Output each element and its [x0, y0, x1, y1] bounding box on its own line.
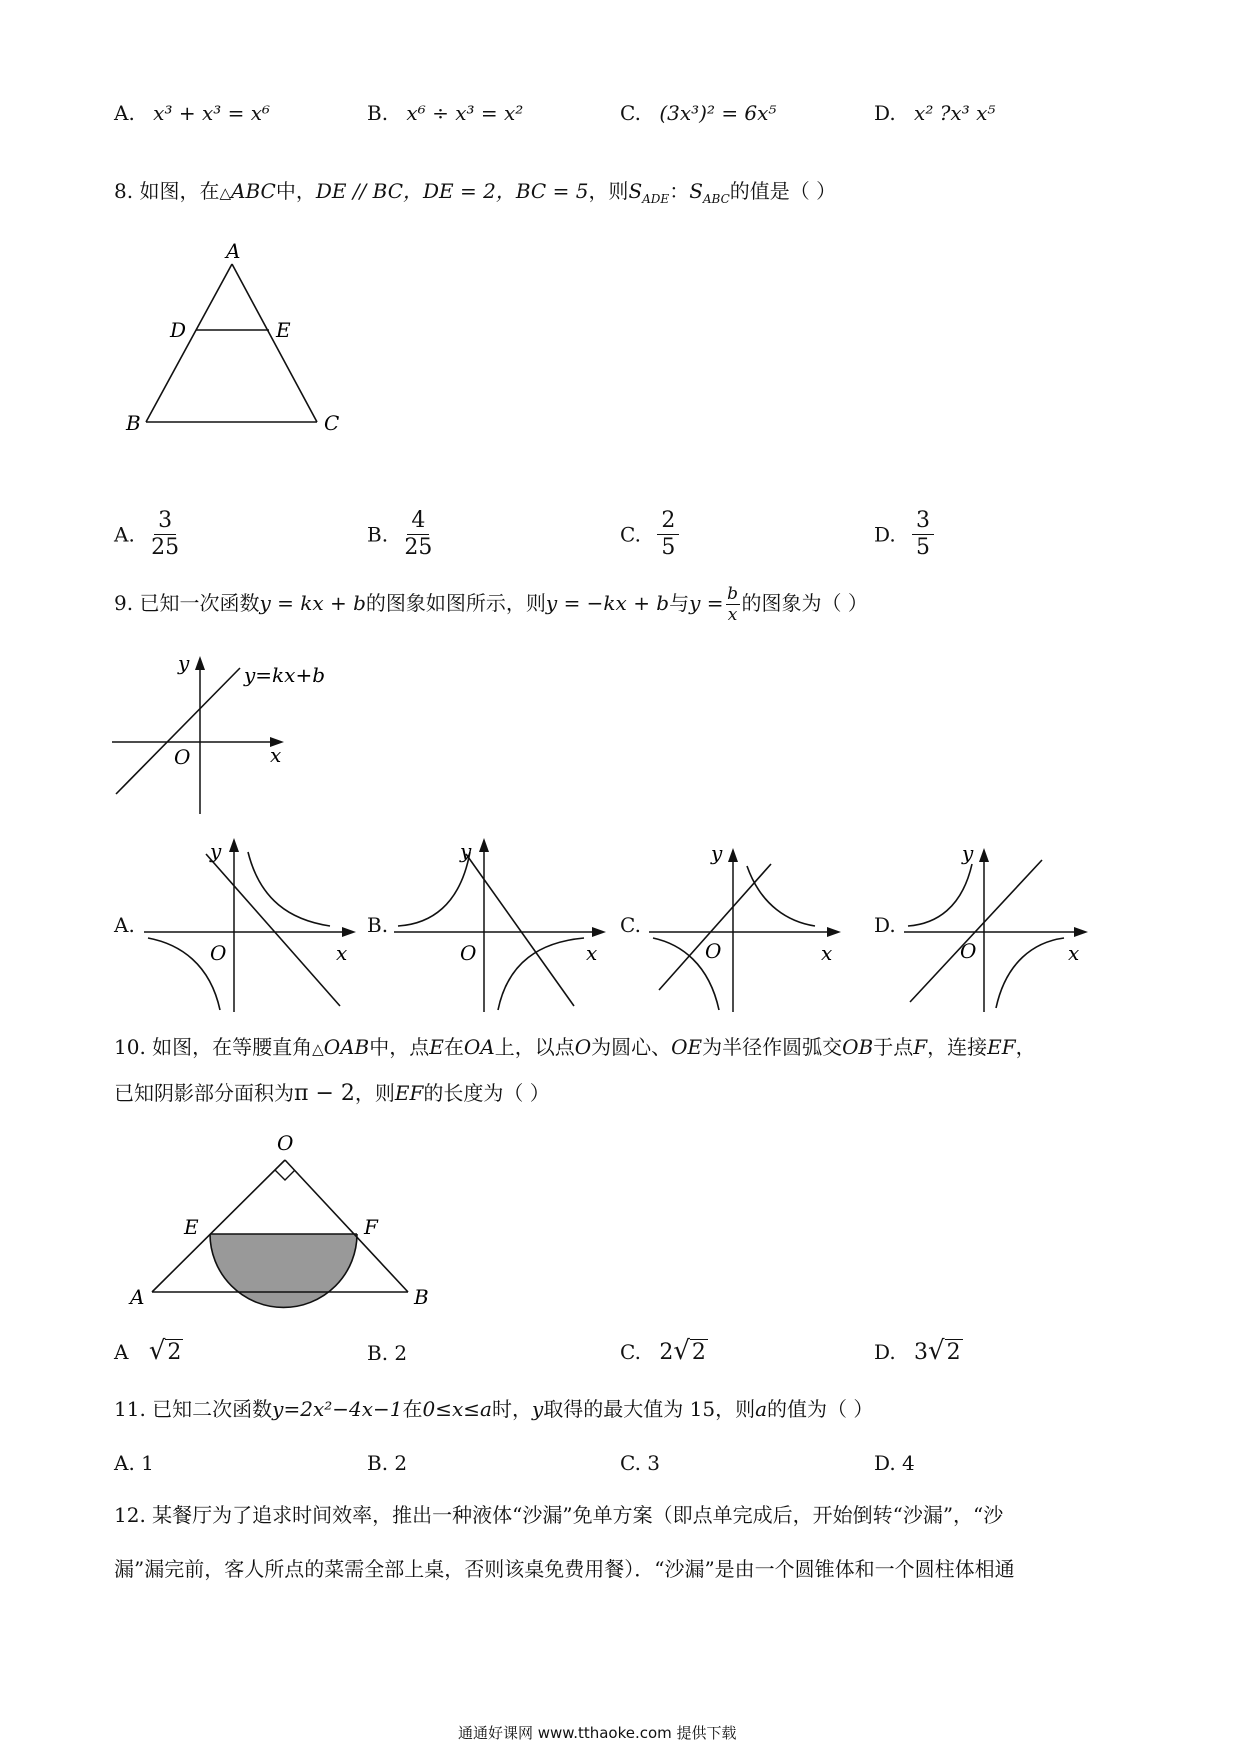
stem-text: 已知阴影部分面积为 [114, 1081, 294, 1105]
stem-text: 上，以点 [494, 1035, 575, 1059]
area-symbol: S [689, 179, 703, 203]
axis-label-y: y [962, 841, 974, 865]
stem-math: 0≤x≤a [422, 1397, 492, 1421]
stem-math: DE // BC，DE = 2，BC = 5 [315, 179, 589, 203]
stem-text: 如图，在 [139, 179, 220, 203]
stem-text: ： [669, 179, 690, 203]
arrow-icon [979, 848, 989, 862]
stem-text: 取得的最大值为 15，则 [543, 1397, 756, 1421]
arrow-icon [1074, 927, 1088, 937]
option-expr: x³ + x³ = x⁶ [153, 101, 271, 125]
q11-option-b: B. 2 [367, 1451, 408, 1475]
point-label-b: B [126, 411, 141, 435]
side-ab [146, 264, 232, 422]
stem-math: E [429, 1035, 444, 1059]
hyperbola-branch [996, 938, 1064, 1008]
numerator: b [727, 584, 738, 604]
stem-text: 的值是（ ） [729, 179, 837, 203]
origin-label: O [174, 745, 191, 769]
q9-option-c-label: C. [620, 913, 641, 937]
point-label-a: A [226, 240, 241, 263]
origin-label: O [210, 941, 227, 965]
q8-stem [114, 176, 836, 214]
option-label: A [114, 1340, 129, 1364]
stem-math: OB [842, 1035, 874, 1059]
option-expr: x⁶ ÷ x³ = x² [406, 101, 524, 125]
axis-label-x: x [1068, 941, 1080, 965]
radicand: 2 [167, 1340, 182, 1365]
axis-label-x: x [586, 941, 598, 965]
stem-text: 的值为（ ） [767, 1397, 874, 1421]
right-angle-mark [275, 1170, 295, 1180]
q9-option-a-label: A. [114, 913, 135, 937]
axis-label-y: y [711, 841, 723, 865]
radicand: 2 [946, 1340, 961, 1365]
point-label-e: E [184, 1215, 199, 1239]
axis-label-x: x [821, 941, 833, 965]
stem-text: 中， [275, 179, 316, 203]
fraction [726, 584, 740, 625]
line-kx-b [116, 668, 240, 794]
option-expr: (3x³)² = 6x⁵ [659, 101, 777, 125]
stem-math: OA [463, 1035, 495, 1059]
q10-stem-line2 [114, 1078, 550, 1109]
q7-option-a [114, 98, 270, 128]
option-label: A. [114, 101, 135, 125]
stem-text: 在 [402, 1397, 423, 1421]
stem-math: OAB [323, 1035, 370, 1059]
line-label: y=kx+b [244, 663, 326, 687]
q10-option-a [114, 1336, 183, 1368]
option-label: D. [874, 101, 896, 125]
hyperbola-branch [398, 852, 470, 926]
q11-option-d: D. 4 [874, 1451, 915, 1475]
stem-text: 为半径作圆弧交 [702, 1035, 843, 1059]
q9-linear-graph [108, 648, 358, 818]
line-graph [910, 860, 1042, 1002]
side-ac [232, 264, 317, 422]
arrow-icon [195, 656, 205, 670]
stem-math: F [913, 1035, 928, 1059]
point-label-c: C [324, 411, 340, 435]
stem-text: 在 [443, 1035, 464, 1059]
numerator: 4 [411, 508, 426, 533]
arrow-icon [342, 927, 356, 937]
stem-math: y = [689, 591, 724, 615]
stem-text: ，连接 [927, 1035, 988, 1059]
q8-triangle-figure [120, 240, 360, 440]
axis-label-y: y [460, 839, 472, 863]
q11-option-c: C. 3 [620, 1451, 661, 1475]
radical [673, 1336, 708, 1368]
q9-option-b-graph [390, 830, 610, 1015]
q9-option-d-label: D. [874, 913, 896, 937]
q9-option-d-graph [900, 830, 1100, 1015]
option-label: B. [367, 522, 389, 547]
arrow-icon [479, 838, 489, 852]
stem-text: 已知一次函数 [139, 591, 260, 615]
q10-option-c [620, 1336, 708, 1368]
arrow-icon [229, 838, 239, 852]
point-label-b: B [414, 1285, 429, 1309]
axis-label-y: y [178, 651, 190, 675]
question-number: 8. [114, 179, 134, 203]
area-subscript: ABC [702, 192, 730, 206]
triangle-symbol: △ [312, 1040, 324, 1058]
q10-option-b: B. 2 [367, 1341, 408, 1365]
radicand: 2 [691, 1340, 706, 1365]
q8-option-b [367, 508, 432, 561]
numerator: 2 [661, 508, 676, 533]
option-label: A. [114, 522, 135, 547]
stem-math: O [574, 1035, 592, 1059]
point-label-a: A [130, 1285, 145, 1309]
axis-label-y: y [210, 839, 222, 863]
option-label: C. [620, 101, 641, 125]
fraction [912, 508, 934, 561]
q11-option-a: A. 1 [114, 1451, 154, 1475]
stem-math: y [531, 1397, 544, 1421]
denominator: 25 [151, 535, 180, 560]
option-label: C. [620, 522, 641, 547]
page-footer: 通通好课网 www.tthaoke.com 提供下载 [458, 1724, 737, 1742]
point-label-d: D [170, 318, 187, 342]
stem-math: y = kx + b [259, 591, 366, 615]
axis-label-x: x [336, 941, 348, 965]
sqrt-icon: √ [928, 1336, 945, 1366]
shaded-region [210, 1234, 357, 1307]
line-graph [466, 854, 574, 1006]
stem-math: OE [671, 1035, 703, 1059]
stem-math: EF [987, 1035, 1016, 1059]
q12-stem-line2: 漏”漏完前，客人所点的菜需全部上桌，否则该桌免费用餐）．“沙漏”是由一个圆锥体和一个圆柱体相通 [114, 1557, 1015, 1581]
q9-option-c-graph [645, 830, 865, 1015]
sqrt-icon: √ [148, 1336, 166, 1366]
area-symbol: S [628, 179, 643, 203]
area-subscript: ADE [642, 192, 670, 206]
fraction [404, 508, 432, 561]
q8-option-a [114, 508, 179, 561]
point-label-e: E [276, 318, 291, 342]
coefficient: 2 [659, 1340, 674, 1365]
stem-math: π − 2 [294, 1081, 355, 1106]
point-label-o: O [277, 1131, 294, 1155]
stem-text: 11. 已知二次函数 [114, 1397, 273, 1421]
line-graph [206, 854, 340, 1006]
denominator: 5 [916, 535, 931, 560]
coefficient: 3 [914, 1340, 929, 1365]
q9-stem [114, 584, 868, 625]
option-label: D. [874, 522, 896, 547]
option-label: B. [367, 101, 389, 125]
numerator: 3 [158, 508, 173, 533]
stem-text: 10. 如图，在等腰直角 [114, 1035, 313, 1059]
denominator: 25 [404, 535, 433, 560]
fraction [151, 508, 179, 561]
hyperbola-branch [908, 864, 972, 926]
stem-text: ，则 [354, 1081, 395, 1105]
stem-math: a [755, 1397, 768, 1421]
numerator: 3 [916, 508, 931, 533]
q8-option-d [874, 508, 934, 561]
q8-option-c [620, 508, 679, 561]
sqrt-icon: √ [673, 1336, 690, 1366]
axis-label-x: x [270, 743, 282, 767]
origin-label: O [960, 939, 977, 963]
stem-text: 与 [669, 591, 690, 615]
stem-text: 于点 [873, 1035, 914, 1059]
q10-isosceles-figure [122, 1130, 442, 1310]
radical [149, 1336, 184, 1368]
q9-option-a-graph [140, 830, 360, 1015]
q9-option-b-label: B. [367, 913, 389, 937]
stem-math: ABC [231, 179, 276, 203]
stem-text: 的长度为（ ） [423, 1081, 550, 1105]
denominator: x [727, 605, 738, 625]
arrow-icon [827, 927, 841, 937]
stem-math: y=2x²−4x−1 [272, 1397, 403, 1421]
hyperbola-branch [747, 866, 815, 926]
q11-stem [114, 1394, 873, 1424]
arrow-icon [728, 848, 738, 862]
denominator: 5 [661, 535, 676, 560]
stem-text: 为圆心、 [591, 1035, 672, 1059]
stem-text: ， [1015, 1035, 1036, 1059]
arrow-icon [592, 927, 606, 937]
origin-label: O [460, 941, 477, 965]
q7-option-b [367, 98, 523, 128]
option-label: D. [874, 1340, 896, 1364]
question-number: 9. [114, 591, 134, 615]
option-expr: x² ?x³ x⁵ [914, 101, 996, 125]
stem-text: 中，点 [369, 1035, 430, 1059]
hyperbola-branch [498, 938, 584, 1010]
q12-stem-line1: 12. 某餐厅为了追求时间效率，推出一种液体“沙漏”免单方案（即点单完成后，开始倒转“沙漏”，“沙 [114, 1503, 1004, 1527]
stem-math: EF [394, 1081, 424, 1105]
triangle-symbol: △ [219, 184, 231, 202]
q10-option-d [874, 1336, 963, 1368]
q7-option-c [620, 98, 776, 128]
stem-text: ，则 [588, 179, 629, 203]
origin-label: O [705, 939, 722, 963]
option-label: C. [620, 1340, 641, 1364]
point-label-f: F [364, 1215, 378, 1239]
q10-stem-line1 [114, 1032, 1036, 1064]
radical [928, 1336, 963, 1368]
stem-text: 的图象为（ ） [741, 591, 868, 615]
stem-text: 时， [491, 1397, 532, 1421]
stem-text: 的图象如图所示，则 [365, 591, 546, 615]
stem-math: y = −kx + b [545, 591, 670, 615]
q7-option-d [874, 98, 995, 128]
fraction [657, 508, 679, 561]
